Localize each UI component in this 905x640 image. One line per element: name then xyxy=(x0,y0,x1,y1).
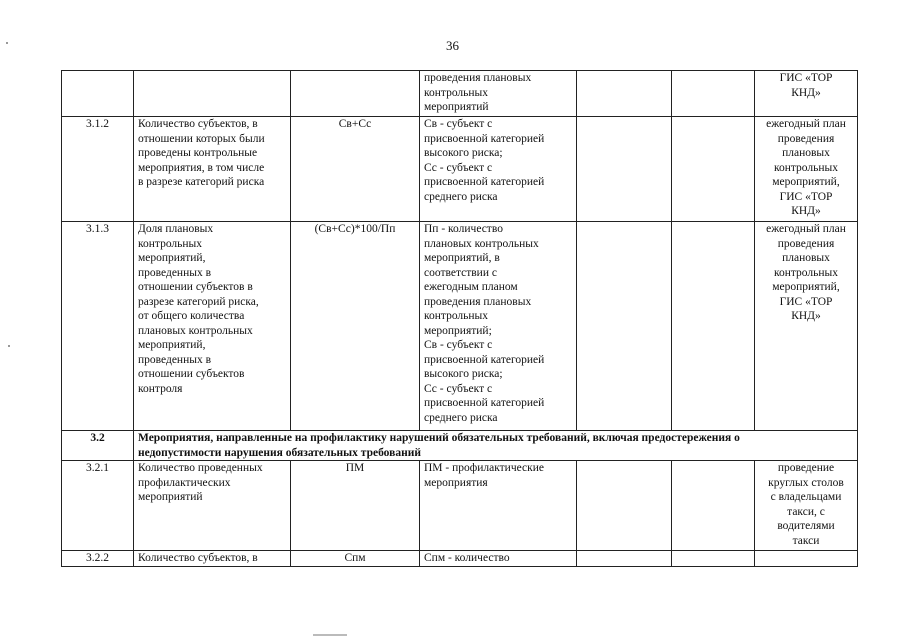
indicators-table xyxy=(61,70,858,567)
indicator-name xyxy=(134,71,291,117)
value-cell xyxy=(672,461,755,551)
table-row xyxy=(62,551,858,567)
formula-definition: ПМ - профилактические мероприятия xyxy=(420,461,577,551)
value-cell xyxy=(577,71,672,117)
table-row xyxy=(62,117,858,222)
data-source xyxy=(755,551,858,567)
data-source: проведение круглых столов с владельцами такси, с водителями такси xyxy=(755,461,858,551)
value-cell xyxy=(672,551,755,567)
value-cell xyxy=(577,461,672,551)
row-number: 3.2.2 xyxy=(62,551,134,567)
row-number: 3.1.2 xyxy=(62,117,134,222)
value-cell xyxy=(672,222,755,431)
formula-definition: Св - субъект с присвоенной категорией высокого риска; Сс - субъект с присвоенной категорией среднего риска xyxy=(420,117,577,222)
scan-dot xyxy=(8,345,10,347)
formula xyxy=(291,71,420,117)
indicator-name: Количество проведенных профилактических мероприятий xyxy=(134,461,291,551)
formula: Св+Сс xyxy=(291,117,420,222)
section-number: 3.2 xyxy=(62,431,134,461)
page-number: 36 xyxy=(446,38,459,53)
row-number: 3.2.1 xyxy=(62,461,134,551)
formula: ПМ xyxy=(291,461,420,551)
data-source: ежегодный план проведения плановых контрольных мероприятий, ГИС «ТОР КНД» xyxy=(755,222,858,431)
section-row xyxy=(62,431,858,461)
indicator-name: Количество субъектов, в отношении которых были проведены контрольные мероприятия, в том числе в разрезе категорий риска xyxy=(134,117,291,222)
row-number: 3.1.3 xyxy=(62,222,134,431)
section-title: Мероприятия, направленные на профилактику нарушений обязательных требований, включая предостережения о недопустимости нарушения обязательных требований xyxy=(134,431,858,461)
formula: Спм xyxy=(291,551,420,567)
indicator-name: Доля плановых контрольных мероприятий, проведенных в отношении субъектов в разрезе категорий риска, от общего количества плановых контрольных мероприятий, проведенных в отношении субъектов контроля xyxy=(134,222,291,431)
row-number xyxy=(62,71,134,117)
table-row xyxy=(62,222,858,431)
formula: (Св+Сс)*100/Пп xyxy=(291,222,420,431)
indicator-name: Количество субъектов, в xyxy=(134,551,291,567)
scan-dot xyxy=(6,42,8,44)
formula-definition: Пп - количество плановых контрольных мероприятий, в соответствии с ежегодным планом проведения плановых контрольных мероприятий; Св - субъект с присвоенной категорией высокого риска; Сс - субъект с присвоенной категорией среднего риска xyxy=(420,222,577,431)
formula-definition: Спм - количество xyxy=(420,551,577,567)
table-row xyxy=(62,461,858,551)
data-source: ГИС «ТОР КНД» xyxy=(755,71,858,117)
data-source: ежегодный план проведения плановых контрольных мероприятий, ГИС «ТОР КНД» xyxy=(755,117,858,222)
value-cell xyxy=(672,71,755,117)
formula-definition: проведения плановых контрольных мероприятий xyxy=(420,71,577,117)
value-cell xyxy=(577,551,672,567)
value-cell xyxy=(672,117,755,222)
value-cell xyxy=(577,222,672,431)
value-cell xyxy=(577,117,672,222)
scan-mark xyxy=(313,634,347,636)
table-row xyxy=(62,71,858,117)
